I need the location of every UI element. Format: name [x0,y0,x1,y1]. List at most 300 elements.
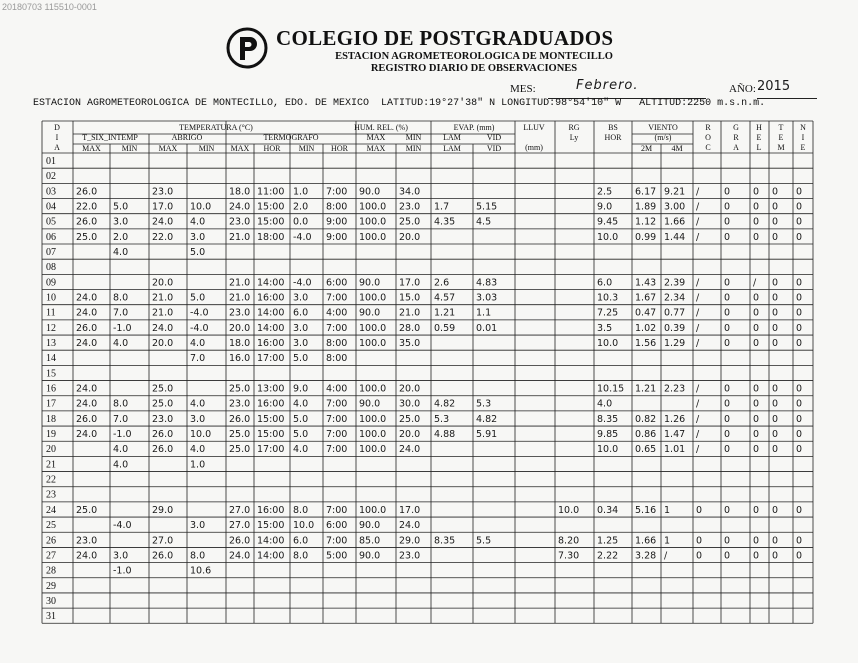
cell-value: 14:00 [257,550,285,562]
cell-value: 24.0 [76,550,98,562]
col-lluv-unit: (mm) [525,143,543,152]
cell-value: 0 [753,307,760,319]
cell-value: 7:00 [326,322,348,334]
cell-value: 25.0 [399,216,421,228]
cell-value: / [696,216,700,228]
cell-value: 100.0 [359,292,387,304]
cell-value: 0.47 [635,307,657,319]
day-number: 24 [46,504,56,516]
col-tem-3: M [777,143,785,152]
cell-value: 85.0 [359,535,381,547]
cell-value: 23.0 [152,413,174,425]
day-number: 31 [46,611,56,623]
cell-value: 26.0 [76,322,98,334]
cell-value: 5.0 [113,201,129,213]
cell-value: 4.82 [434,398,456,410]
cell-value: 8.0 [190,550,206,562]
col-nie-3: E [800,143,806,152]
cell-value: / [696,413,700,425]
day-number: 20 [46,444,56,456]
col-viento: VIENTO [648,123,678,132]
cell-value: 4.0 [190,216,206,228]
cell-value: 24.0 [399,520,421,532]
cell-value: 24.0 [76,292,98,304]
cell-value: 0 [696,504,703,516]
cell-value: 27.0 [152,535,174,547]
col-hum-rel: HUM. REL. (%) [354,123,408,132]
cell-value: 23.0 [152,186,174,198]
day-number: 05 [46,216,56,228]
cell-value: 4.0 [113,338,129,350]
cell-value: 10.15 [597,383,625,395]
cell-value: 0 [753,504,760,516]
cell-value: 16:00 [257,338,285,350]
cell-value: 5.0 [293,429,309,441]
cell-value: 14:00 [257,307,285,319]
cell-value: 1.01 [664,444,686,456]
cell-value: 8:00 [326,201,348,213]
cell-value: 0 [753,444,760,456]
cell-value: 4.0 [190,398,206,410]
cell-value: 1.47 [664,429,686,441]
cell-value: 0 [796,504,803,516]
cell-value: / [696,307,700,319]
cell-value: 3.03 [476,292,498,304]
cell-value: 24.0 [76,338,98,350]
cell-value: 14:00 [257,535,285,547]
cell-value: 24.0 [76,429,98,441]
cell-value: 9:00 [326,216,348,228]
cell-value: 0 [696,535,703,547]
cell-value: 100.0 [359,338,387,350]
cell-value: 20.0 [399,429,421,441]
table-row [46,566,211,577]
cell-value: 1.7 [434,201,450,213]
table-row [46,293,802,304]
cell-value: 4.0 [190,338,206,350]
cell-value: 0 [724,444,731,456]
cell-value: 22.0 [152,231,174,243]
col-roc-1: R [705,123,711,132]
cell-value: 3.0 [190,231,206,243]
cell-value: 34.0 [399,186,421,198]
cell-value: 0 [753,398,760,410]
cell-value: 0 [772,444,779,456]
subhead-max: MAX [366,144,386,153]
col-tsix: T_SIX_INTEMP [82,133,138,142]
cell-value: 16:00 [257,398,285,410]
day-number: 18 [46,413,56,425]
cell-value: 0 [753,383,760,395]
cell-value: 24.0 [76,307,98,319]
cell-value: 22.0 [76,201,98,213]
cell-value: 0 [772,231,779,243]
cell-value: / [696,429,700,441]
cell-value: 2.0 [293,201,309,213]
cell-value: 18.0 [229,338,251,350]
cell-value: 5.3 [476,398,492,410]
table-row [46,490,56,501]
subhead-lam: LAM [443,144,461,153]
cell-value: 3.00 [664,201,686,213]
cell-value: 23.0 [76,535,98,547]
cell-value: 0 [772,413,779,425]
day-number: 27 [46,550,56,562]
cell-value: 4.83 [476,277,498,289]
cell-value: 14:00 [257,322,285,334]
cell-value: 0 [772,383,779,395]
cell-value: 0 [796,201,803,213]
cell-value: 0 [724,186,731,198]
col-rg-unit: Ly [569,133,579,142]
cell-value: 7:00 [326,292,348,304]
table-row [46,353,347,364]
col-hel-3: L [756,143,762,152]
cell-value: 90.0 [359,307,381,319]
cell-value: 29.0 [399,535,421,547]
cell-value: 2.22 [597,550,619,562]
cell-value: / [696,338,700,350]
cell-value: 7:00 [326,535,348,547]
cell-value: / [753,277,757,289]
cell-value: 13:00 [257,383,285,395]
cell-value: 4.0 [113,444,129,456]
col-termografo: TERMOGRAFO [263,133,319,142]
cell-value: 0 [796,231,803,243]
cell-value: 27.0 [229,520,251,532]
cell-value: 1.1 [476,307,492,319]
cell-value: 5.0 [190,292,206,304]
cell-value: 0 [753,231,760,243]
cell-value: 4.88 [434,429,456,441]
cell-value: 2.6 [434,277,450,289]
cell-value: 5.0 [293,353,309,365]
cell-value: 0.59 [434,322,456,334]
day-number: 11 [46,307,56,319]
cell-value: 100.0 [359,383,387,395]
cell-value: 100.0 [359,504,387,516]
scan-id: 20180703 115510-0001 [2,2,97,12]
cell-value: 7.0 [113,413,129,425]
cell-value: 0 [724,535,731,547]
cell-value: 6:00 [326,520,348,532]
day-number: 23 [46,489,56,501]
col-nie-1: N [800,123,806,132]
cell-value: 0 [796,429,803,441]
cell-value: 3.5 [597,322,613,334]
cell-value: 0.34 [597,504,619,516]
cell-value: 0 [724,277,731,289]
cell-value: -1.0 [113,565,132,577]
cell-value: 0.82 [635,413,657,425]
cell-value: 100.0 [359,201,387,213]
table-row [46,596,56,607]
day-number: 06 [46,231,56,243]
cell-value: / [696,398,700,410]
cell-value: 100.0 [359,413,387,425]
cell-value: 25.0 [152,398,174,410]
cell-value: 24.0 [229,550,251,562]
cell-value: 4.0 [113,247,129,259]
col-gra-2: R [733,133,739,142]
col-roc-2: O [705,133,711,142]
cell-value: 16:00 [257,292,285,304]
cell-value: 100.0 [359,216,387,228]
day-number: 12 [46,322,56,334]
col-lluv: LLUV [523,123,545,132]
cell-value: 0 [724,292,731,304]
table-row [46,368,56,379]
cell-value: 15:00 [257,520,285,532]
cell-value: 9.0 [293,383,309,395]
cell-value: 0.65 [635,444,657,456]
cell-value: 24.0 [399,444,421,456]
cell-value: 6.0 [597,277,613,289]
cell-value: 9.45 [597,216,619,228]
table-row [46,202,802,213]
cell-value: 0.86 [635,429,657,441]
cell-value: 23.0 [229,216,251,228]
day-number: 14 [46,353,56,365]
day-number: 25 [46,520,56,532]
cell-value: / [696,383,700,395]
table-row [46,171,56,182]
day-number: 10 [46,292,56,304]
cell-value: 27.0 [229,504,251,516]
cell-value: 1.89 [635,201,657,213]
cell-value: 5.15 [476,201,498,213]
col-dia-1: D [54,123,60,132]
cell-value: / [696,444,700,456]
cell-value: 6.0 [293,535,309,547]
cell-value: 100.0 [359,444,387,456]
cell-value: 90.0 [359,186,381,198]
cell-value: 4.0 [597,398,613,410]
cell-value: 25.0 [229,429,251,441]
col-evap: EVAP. (mm) [453,123,495,132]
cell-value: 1.25 [597,535,619,547]
cell-value: 1.66 [664,216,686,228]
subhead-min: MIN [298,144,315,153]
cell-value: 21.0 [229,292,251,304]
cell-value: 2.5 [597,186,613,198]
cell-value: 14:00 [257,277,285,289]
cell-value: 16.0 [229,353,251,365]
col-gra-1: G [733,123,739,132]
col-abrigo: ABRIGO [171,133,203,142]
cell-value: 0 [796,186,803,198]
cell-value: / [696,201,700,213]
table-row [46,156,56,167]
day-number: 02 [46,171,56,183]
day-number: 04 [46,201,56,213]
cell-value: 3.0 [190,413,206,425]
cell-value: 7.0 [190,353,206,365]
table-row [46,550,802,561]
cell-value: 0 [772,535,779,547]
day-number: 17 [46,398,56,410]
cell-value: 0 [796,383,803,395]
cell-value: 0 [772,216,779,228]
table-row [46,338,802,349]
institution-title: COLEGIO DE POSTGRADUADOS [276,26,614,50]
cell-value: -4.0 [190,307,209,319]
table-row [46,611,56,622]
cell-value: 0 [724,550,731,562]
cell-value: 0 [724,322,731,334]
cell-value: 25.0 [76,231,98,243]
col-nie-2: I [801,133,805,142]
cell-value: 0 [753,338,760,350]
cell-value: 90.0 [359,277,381,289]
cell-value: 5.5 [476,535,492,547]
col-bs-unit: HOR [604,133,622,142]
cell-value: 0 [796,535,803,547]
cell-value: 7:00 [326,504,348,516]
cell-value: 8.35 [597,413,619,425]
cell-value: 16:00 [257,504,285,516]
subhead-hor: HOR [263,144,281,153]
cell-value: 0 [796,292,803,304]
subhead-m2: 2M [640,144,653,153]
cell-value: 1.44 [664,231,686,243]
cell-value: 0 [796,338,803,350]
cell-value: 8.0 [113,398,129,410]
cell-value: 23.0 [399,550,421,562]
cell-value: 25.0 [152,383,174,395]
cell-value: / [696,277,700,289]
cell-value: 8.35 [434,535,456,547]
col-gra-3: A [733,143,739,152]
cell-value: 5.3 [434,413,450,425]
day-number: 29 [46,580,56,592]
table-row [46,323,802,334]
day-number: 01 [46,156,56,167]
cell-value: 23.0 [399,201,421,213]
cell-value: 20.0 [229,322,251,334]
cell-value: 0 [724,216,731,228]
subhead-evap-vid: VID [486,133,502,142]
cell-value: 26.0 [229,413,251,425]
cell-value: 7.25 [597,307,619,319]
day-number: 26 [46,535,56,547]
table-row [46,262,56,273]
station-title: ESTACION AGROMETEOROLOGICA DE MONTECILLO [335,51,613,62]
subhead-min: MIN [121,144,138,153]
table-row [46,277,802,288]
cell-value: 3.28 [635,550,657,562]
subhead-max: MAX [82,144,101,153]
cell-value: 5.91 [476,429,498,441]
cell-value: 17:00 [257,444,285,456]
cell-value: 0 [772,550,779,562]
cell-value: -1.0 [113,322,132,334]
cell-value: 0 [724,307,731,319]
table-row [46,535,802,546]
cell-value: 0 [796,216,803,228]
col-bs: BS [608,123,618,132]
cell-value: 4:00 [326,383,348,395]
cell-value: 7:00 [326,413,348,425]
cell-value: 5:00 [326,550,348,562]
cell-value: 18:00 [257,231,285,243]
table-row [46,186,802,197]
cell-value: 4.0 [113,459,129,471]
cell-value: 35.0 [399,338,421,350]
table-row [46,444,802,455]
cell-value: 0.99 [635,231,657,243]
cell-value: 3.0 [113,216,129,228]
cell-value: 2.34 [664,292,686,304]
cell-value: 8.0 [293,550,309,562]
cell-value: 1.43 [635,277,657,289]
cell-value: 1.21 [434,307,456,319]
subhead-hor: HOR [331,144,348,153]
cell-value: 0 [753,413,760,425]
cell-value: 0 [753,186,760,198]
col-tem-1: T [778,123,784,132]
cell-value: -4.0 [190,322,209,334]
cell-value: -4.0 [113,520,132,532]
cell-value: 8:00 [326,353,348,365]
cell-value: 0 [753,201,760,213]
cell-value: 15:00 [257,216,285,228]
cell-value: 0.01 [476,322,498,334]
cell-value: 0 [772,338,779,350]
cell-value: 0 [724,413,731,425]
table-row [46,475,56,486]
cell-value: 8.0 [293,504,309,516]
cell-value: 2.23 [664,383,686,395]
cell-value: 0 [772,201,779,213]
cell-value: 0 [796,413,803,425]
cell-value: 0 [796,307,803,319]
cell-value: 0 [724,504,731,516]
cell-value: 17.0 [399,277,421,289]
cell-value: 29.0 [152,504,174,516]
cell-value: 8:00 [326,338,348,350]
cell-value: 15.0 [399,292,421,304]
table-row [46,459,205,470]
day-number: 19 [46,429,56,441]
cell-value: 21.0 [229,231,251,243]
cell-value: 7.30 [558,550,580,562]
cell-value: 3.0 [113,550,129,562]
cell-value: 0 [753,550,760,562]
cell-value: / [696,292,700,304]
cell-value: 26.0 [76,413,98,425]
cell-value: 21.0 [229,277,251,289]
cell-value: 4.82 [476,413,498,425]
cell-value: 1.67 [635,292,657,304]
cell-value: 2.0 [113,231,129,243]
col-roc-3: C [705,143,711,152]
cell-value: 26.0 [76,186,98,198]
cell-value: 21.0 [152,307,174,319]
cell-value: 6.17 [635,186,657,198]
cell-value: 26.0 [76,216,98,228]
cell-value: 10.3 [597,292,619,304]
cell-value: 0 [772,186,779,198]
table-row [46,414,802,425]
cell-value: 1.29 [664,338,686,350]
cell-value: 4.5 [476,216,492,228]
cell-value: 25.0 [399,413,421,425]
cell-value: 0 [724,398,731,410]
cell-value: 21.0 [152,292,174,304]
cell-value: 26.0 [152,550,174,562]
ano-label: AÑO: [729,83,756,95]
